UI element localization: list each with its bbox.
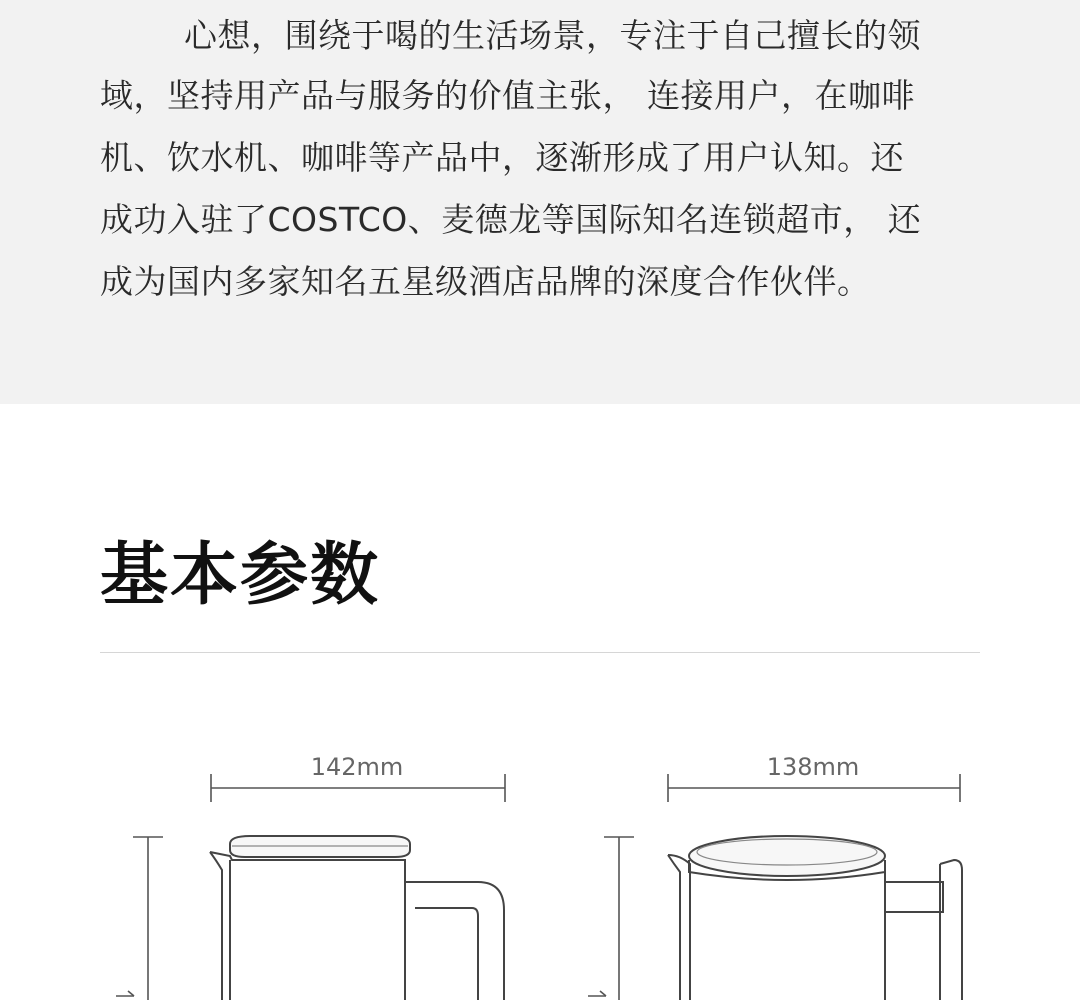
section-divider (100, 652, 980, 653)
intro-section (0, 0, 1080, 404)
intro-paragraph-line-2: 域，坚持用产品与服务的价值主张， 连接用户，在咖啡 (100, 76, 915, 115)
intro-paragraph-line-1: 心想，围绕于喝的生活场景，专注于自己擅长的领 (184, 16, 921, 55)
kettle-2-width-label: 138mm (766, 753, 860, 781)
kettle-1-outline (210, 836, 504, 1000)
section-title: 基本参数 (100, 536, 381, 615)
intro-paragraph-line-3: 机、饮水机、咖啡等产品中，逐渐形成了用户认知。还 (100, 138, 904, 177)
kettle-2-outline (668, 836, 962, 1000)
intro-paragraph-line-5: 成为国内多家知名五星级酒店品牌的深度合作伙伴。 (100, 262, 871, 301)
kettle-1-width-label: 142mm (310, 753, 404, 781)
intro-paragraph-line-4: 成功入驻了COSTCO、麦德龙等国际知名连锁超市， 还 (100, 200, 922, 239)
kettle-1-height-dimension (116, 837, 163, 1000)
kettle-2-width-dimension (668, 774, 960, 802)
kettle-2-height-dimension (588, 837, 634, 1000)
kettle-1-width-dimension (211, 774, 505, 802)
product-dimension-drawing (0, 760, 1080, 1000)
